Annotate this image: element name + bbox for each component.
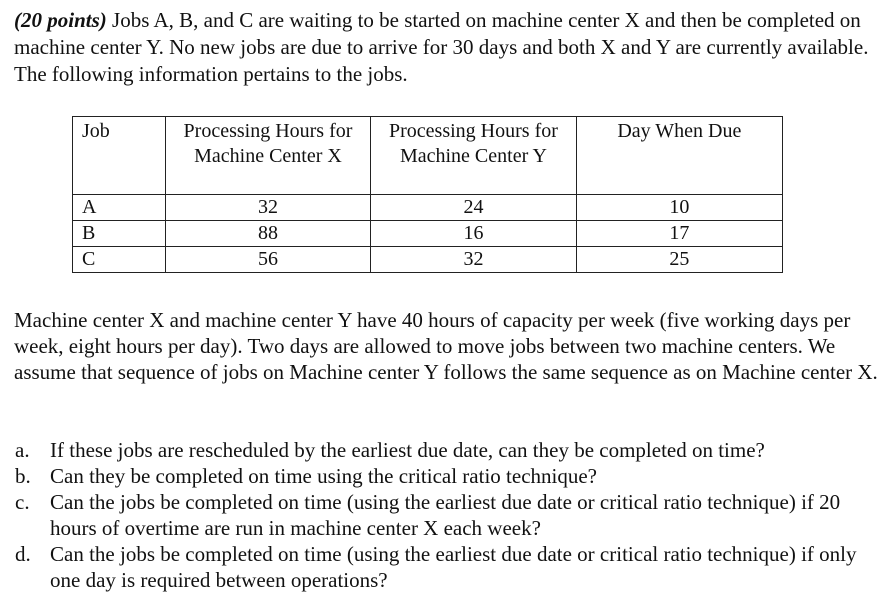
- capacity-paragraph: Machine center X and machine center Y have 40 hours of capacity per week (five working days per week, eight hours per day). Two days are allowed to move jobs between two machine centers. We assume that sequence of jobs on Machine center Y follows the same sequence as on Machine center X.: [14, 308, 878, 384]
- problem-intro: [14, 7, 880, 88]
- cell-job: C: [73, 247, 166, 273]
- cell-hours-y: 16: [371, 221, 576, 247]
- question-text: If these jobs are rescheduled by the earliest due date, can they be completed on time?: [50, 438, 765, 462]
- cell-hours-y: 32: [371, 247, 576, 273]
- cell-hours-x: 56: [165, 247, 370, 273]
- question-marker: a.: [15, 438, 30, 462]
- table-row: [73, 247, 783, 273]
- list-item: [14, 437, 880, 463]
- question-marker: b.: [15, 464, 31, 488]
- list-item: [14, 489, 880, 541]
- list-item: [14, 541, 880, 593]
- header-processing-y: Processing Hours for Machine Center Y: [371, 117, 576, 195]
- header-processing-x: Processing Hours for Machine Center X: [165, 117, 370, 195]
- points-label: (20 points): [14, 8, 107, 32]
- question-text: Can the jobs be completed on time (using the earliest due date or critical ratio technique) if 20 hours of overtime are run in machine center X each week?: [50, 490, 841, 540]
- cell-job: A: [73, 195, 166, 221]
- header-due-day: Day When Due: [576, 117, 782, 195]
- table-header-row: [73, 117, 783, 195]
- question-text: Can they be completed on time using the critical ratio technique?: [50, 464, 597, 488]
- cell-due-day: 17: [576, 221, 782, 247]
- list-item: [14, 463, 880, 489]
- cell-hours-x: 88: [165, 221, 370, 247]
- cell-due-day: 10: [576, 195, 782, 221]
- cell-hours-y: 24: [371, 195, 576, 221]
- question-list: [14, 437, 880, 593]
- question-text: Can the jobs be completed on time (using the earliest due date or critical ratio technique) if only one day is required between operations?: [50, 542, 857, 592]
- question-marker: c.: [15, 490, 30, 514]
- header-job: Job: [73, 117, 166, 195]
- table-row: [73, 221, 783, 247]
- table-row: [73, 195, 783, 221]
- cell-hours-x: 32: [165, 195, 370, 221]
- cell-job: B: [73, 221, 166, 247]
- question-marker: d.: [15, 542, 31, 566]
- jobs-table: [72, 116, 783, 273]
- intro-text: Jobs A, B, and C are waiting to be started on machine center X and then be completed on machine center Y. No new jobs are due to arrive for 30 days and both X and Y are currently available. The following information pertains to the jobs.: [14, 8, 869, 86]
- cell-due-day: 25: [576, 247, 782, 273]
